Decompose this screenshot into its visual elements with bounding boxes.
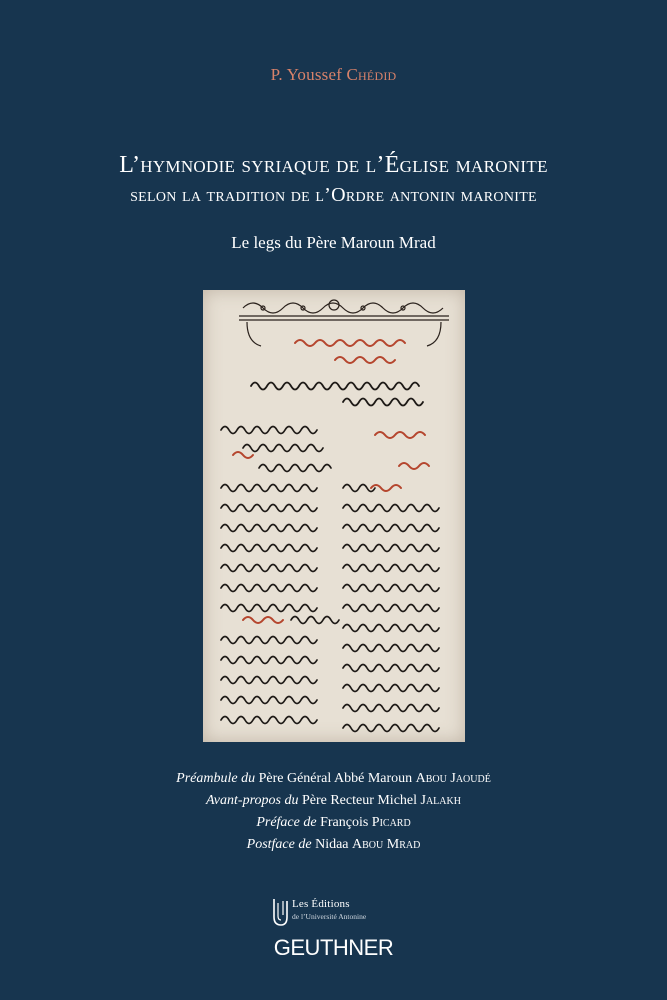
credit-preface (0, 812, 667, 834)
publisher-logo (271, 897, 411, 929)
logo-line-2: de l’Université Antonine (292, 912, 367, 921)
author-first: P. Youssef (270, 65, 347, 84)
script-column-right (343, 485, 439, 732)
credit-name: Père Recteur Michel (301, 793, 421, 808)
credit-surname: Abou Mrad (352, 837, 421, 852)
credit-postface (0, 834, 667, 856)
ua-logo-icon (271, 897, 289, 929)
manuscript-illustration (203, 290, 465, 742)
manuscript-image (203, 290, 465, 742)
credit-preposition: de (294, 837, 316, 852)
credit-role: Avant-propos (206, 793, 281, 808)
credit-surname: Jalakh (420, 793, 461, 808)
script-lines-top (251, 383, 423, 406)
script-column-left (221, 427, 339, 724)
credit-preposition: du (237, 771, 259, 786)
credit-name: Père Général Abbé Maroun (258, 771, 416, 786)
credit-preambule (0, 768, 667, 790)
credit-avant-propos (0, 790, 667, 812)
title-line-1: L’hymnodie syriaque de l’Église maronite (119, 152, 548, 178)
credit-role: Préface (256, 815, 300, 830)
author-surname: Chédid (346, 65, 397, 84)
title-line-2: selon la tradition de l’Ordre antonin maronite (130, 184, 537, 206)
subtitle: Le legs du Père Maroun Mrad (231, 233, 436, 252)
publisher-name: GEUTHNER (273, 935, 394, 960)
credit-surname: Abou Jaoudé (415, 771, 491, 786)
credit-role: Préambule (176, 771, 238, 786)
credit-name: François (320, 815, 372, 830)
ornament-band (239, 300, 449, 346)
credit-role: Postface (246, 837, 295, 852)
credit-preposition: du (280, 793, 302, 808)
logo-line-1: Les Éditions (292, 898, 350, 910)
credit-preposition: de (299, 815, 321, 830)
credits (0, 768, 667, 856)
credit-name: Nidaa (315, 837, 353, 852)
credit-surname: Picard (371, 815, 411, 830)
author-name (0, 65, 667, 85)
